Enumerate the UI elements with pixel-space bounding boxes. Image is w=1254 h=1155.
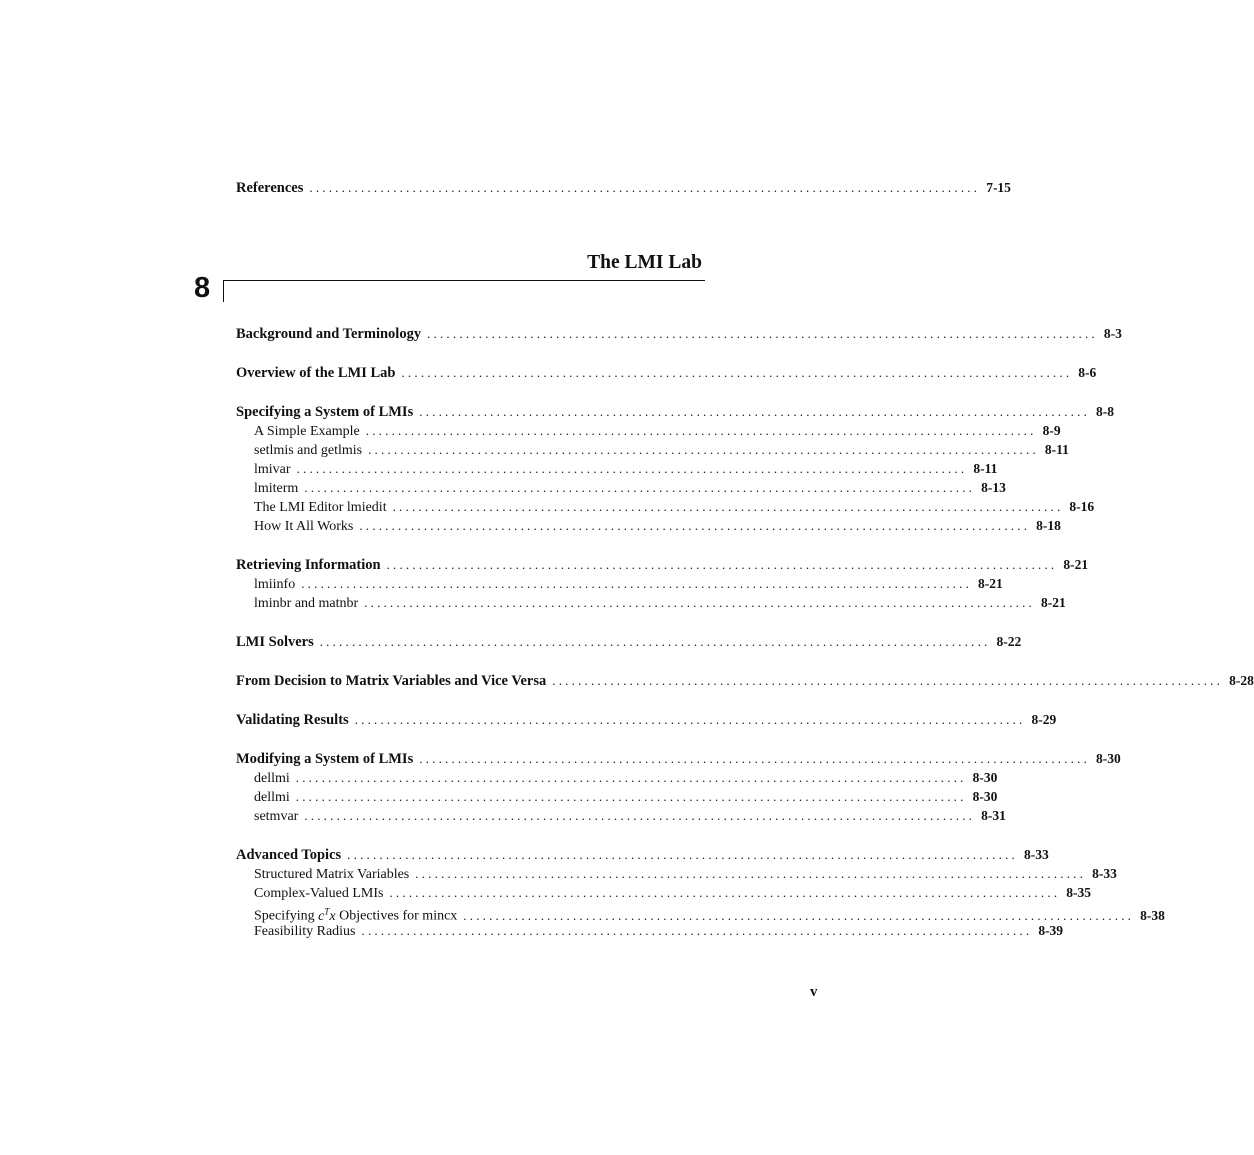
dot-leader: ........................................................................................................ (347, 847, 1018, 862)
toc-entry-title: lmivar (254, 462, 291, 477)
toc-entry-title: Structured Matrix Variables (254, 867, 410, 882)
page-number: v (810, 984, 818, 1000)
previous-chapter-toc (236, 178, 1011, 197)
dot-leader: ........................................................................................................ (295, 789, 967, 804)
section-gap (236, 729, 704, 749)
toc-entry-page: 8-30 (972, 789, 998, 804)
toc-entry-title: lmiterm (254, 481, 299, 496)
section-gap (236, 612, 704, 632)
section-gap (236, 382, 704, 402)
toc-entry-page: 8-35 (1066, 885, 1092, 900)
dot-leader: ........................................................................................................ (309, 180, 981, 195)
math-variable: x (329, 908, 336, 924)
toc-entry-title: Background and Terminology (236, 326, 422, 342)
toc-section[interactable] (236, 710, 1057, 729)
section-gap (236, 343, 704, 363)
toc-entry-page: 8-18 (1036, 518, 1061, 533)
toc-entry-title: Overview of the LMI Lab (236, 365, 396, 381)
toc-entry-title: Specifying a System of LMIs (236, 404, 414, 420)
toc-entry-title: LMI Solvers (236, 634, 314, 650)
toc-subsection[interactable] (236, 902, 1165, 924)
chapter-rule (223, 280, 705, 281)
math-superscript: T (324, 906, 330, 916)
toc-entry-title: setmvar (254, 809, 299, 824)
toc-entry-page: 8-29 (1031, 712, 1057, 727)
toc-entry-title: lmiinfo (254, 577, 296, 592)
dot-leader: ........................................................................................................ (419, 404, 1091, 419)
dot-leader: ........................................................................................................ (301, 576, 973, 591)
section-gap (236, 651, 704, 671)
toc-entry-page: 8-21 (1041, 595, 1066, 610)
toc-entry-title: lminbr and matnbr (254, 596, 359, 611)
toc-subsection[interactable] (236, 806, 1006, 825)
section-gap (236, 825, 704, 845)
toc-section[interactable] (236, 363, 1097, 382)
toc-entry-title: References (236, 180, 304, 196)
toc-entry-page: 8-11 (973, 461, 998, 476)
chapter-number: 8 (194, 272, 211, 304)
dot-leader: ........................................................................................................ (304, 808, 976, 823)
math-base: c (318, 908, 325, 924)
chapter-toc (236, 324, 1254, 940)
toc-entry-page: 8-30 (972, 770, 998, 785)
dot-leader: ........................................................................................................ (552, 673, 1224, 688)
toc-entry-title: The LMI Editor lmiedit (254, 500, 387, 515)
dot-leader: ........................................................................................................ (389, 885, 1061, 900)
section-gap (236, 535, 704, 555)
dot-leader: ........................................................................................................ (364, 595, 1036, 610)
toc-section[interactable] (236, 555, 1089, 574)
toc-entry-page: 8-28 (1229, 673, 1254, 688)
dot-leader: ........................................................................................................ (427, 326, 1098, 341)
toc-section[interactable] (236, 402, 1115, 421)
toc-entry-page: 8-11 (1044, 442, 1069, 457)
toc-subsection[interactable] (236, 497, 1095, 516)
toc-entry-page: 8-21 (1063, 557, 1089, 572)
dot-leader: ........................................................................................................ (365, 423, 1037, 438)
toc-subsection[interactable] (236, 478, 1006, 497)
toc-entry-page: 8-39 (1038, 923, 1064, 938)
toc-subsection[interactable] (236, 768, 998, 787)
dot-leader: ........................................................................................................ (295, 770, 967, 785)
toc-entry-page: 8-33 (1023, 847, 1049, 862)
toc-entry-page: 8-6 (1078, 365, 1097, 380)
toc-entry-title: Complex-Valued LMIs (254, 886, 384, 901)
toc-subsection[interactable] (236, 574, 1003, 593)
toc-subsection[interactable] (236, 421, 1061, 440)
toc-entry-title: A Simple Example (254, 424, 360, 439)
toc-entry-page: 8-13 (981, 480, 1006, 495)
title-suffix: Objectives for mincx (335, 908, 458, 924)
dot-leader: ........................................................................................................ (368, 442, 1039, 457)
dot-leader: ........................................................................................................ (304, 480, 976, 495)
toc-subsection[interactable] (236, 516, 1061, 535)
toc-section[interactable] (236, 749, 1121, 768)
title-prefix: Specifying (254, 908, 319, 924)
dot-leader: ........................................................................................................ (386, 557, 1058, 572)
toc-entry-page: 8-9 (1042, 423, 1061, 438)
dot-leader: ........................................................................................................ (354, 712, 1026, 727)
toc-section[interactable] (236, 671, 1254, 690)
toc-entry-title: Modifying a System of LMIs (236, 751, 414, 767)
chapter-title: The LMI Lab (587, 252, 702, 273)
section-gap (236, 690, 704, 710)
toc-entry-page: 8-8 (1096, 404, 1115, 419)
toc-entry-page: 8-30 (1096, 751, 1121, 766)
toc-subsection[interactable] (236, 864, 1117, 883)
toc-entry-page: 8-33 (1092, 866, 1117, 881)
toc-subsection[interactable] (236, 883, 1092, 902)
toc-entry-page: 8-21 (978, 576, 1003, 591)
toc-entry-title: Feasibility Radius (254, 924, 356, 939)
dot-leader: ........................................................................................................ (319, 634, 991, 649)
toc-entry-title: How It All Works (254, 519, 354, 534)
toc-entry-title: setlmis and getlmis (254, 443, 363, 458)
toc-entry-references[interactable] (236, 178, 1011, 197)
toc-entry-page: 7-15 (986, 180, 1011, 195)
toc-entry-title: Validating Results (236, 712, 349, 728)
toc-entry-page: 8-31 (981, 808, 1006, 823)
toc-entry-page: 8-22 (996, 634, 1022, 649)
dot-leader: ........................................................................................................ (392, 499, 1064, 514)
toc-subsection[interactable] (236, 787, 998, 806)
dot-leader: ........................................................................................................ (419, 751, 1091, 766)
dot-leader: ........................................................................................................ (401, 365, 1073, 380)
toc-section[interactable] (236, 845, 1049, 864)
toc-entry-page: 8-38 (1140, 907, 1165, 923)
dot-leader: ........................................................................................................ (359, 518, 1031, 533)
toc-entry-title: dellmi (254, 790, 290, 805)
dot-leader: ........................................................................................................ (296, 461, 968, 476)
toc-subsection[interactable] (236, 593, 1066, 612)
toc-subsection[interactable] (236, 921, 1064, 940)
chapter-rule-tick (223, 280, 224, 302)
toc-subsection[interactable] (236, 440, 1069, 459)
dot-leader: ........................................................................................................ (463, 907, 1135, 923)
toc-entry-page: 8-3 (1103, 326, 1122, 341)
toc-section[interactable] (236, 324, 1122, 343)
toc-subsection[interactable] (236, 459, 998, 478)
toc-section[interactable] (236, 632, 1022, 651)
toc-entry-page: 8-16 (1069, 499, 1095, 514)
dot-leader: ........................................................................................................ (361, 923, 1033, 938)
toc-entry-title: From Decision to Matrix Variables and Vice Versa (236, 673, 547, 689)
toc-entry-title: Advanced Topics (236, 847, 342, 863)
dot-leader: ........................................................................................................ (415, 866, 1087, 881)
toc-entry-title: Retrieving Information (236, 557, 381, 573)
toc-entry-title: dellmi (254, 771, 290, 786)
